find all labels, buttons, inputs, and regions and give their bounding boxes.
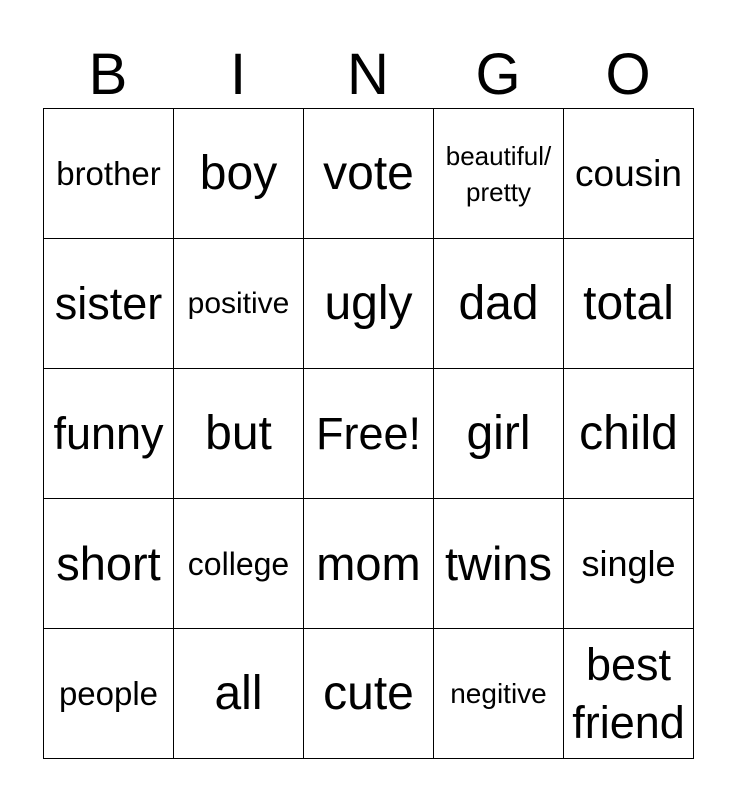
header-letter-g: G	[475, 42, 521, 107]
bingo-cell: short	[44, 499, 174, 629]
bingo-cell: girl	[434, 369, 564, 499]
bingo-cell: ugly	[304, 239, 434, 369]
bingo-cell: all	[174, 629, 304, 759]
header-letter-o: O	[605, 42, 651, 107]
board-row	[44, 109, 694, 239]
bingo-cell: twins	[434, 499, 564, 629]
bingo-cell: child	[564, 369, 694, 499]
bingo-cell: boy	[174, 109, 304, 239]
bingo-cell: college	[174, 499, 304, 629]
bingo-cell: positive	[174, 239, 304, 369]
bingo-board	[43, 108, 694, 759]
board-row	[44, 369, 694, 499]
bingo-cell: brother	[44, 109, 174, 239]
bingo-cell: vote	[304, 109, 434, 239]
header-letter-b: B	[88, 42, 128, 107]
bingo-cell: people	[44, 629, 174, 759]
free-space-cell: Free!	[304, 369, 434, 499]
board-row	[44, 239, 694, 369]
bingo-cell: best friend	[564, 629, 694, 759]
bingo-cell: beautiful/ pretty	[434, 109, 564, 239]
header-letter-i: I	[229, 42, 247, 107]
bingo-cell: funny	[44, 369, 174, 499]
bingo-cell: dad	[434, 239, 564, 369]
bingo-header	[43, 42, 693, 108]
board-row	[44, 499, 694, 629]
bingo-cell: negitive	[434, 629, 564, 759]
bingo-cell: total	[564, 239, 694, 369]
bingo-cell: cute	[304, 629, 434, 759]
header-letter-n: N	[347, 42, 389, 107]
bingo-cell: but	[174, 369, 304, 499]
bingo-cell: mom	[304, 499, 434, 629]
board-row	[44, 629, 694, 759]
bingo-cell: single	[564, 499, 694, 629]
bingo-cell: cousin	[564, 109, 694, 239]
bingo-cell: sister	[44, 239, 174, 369]
